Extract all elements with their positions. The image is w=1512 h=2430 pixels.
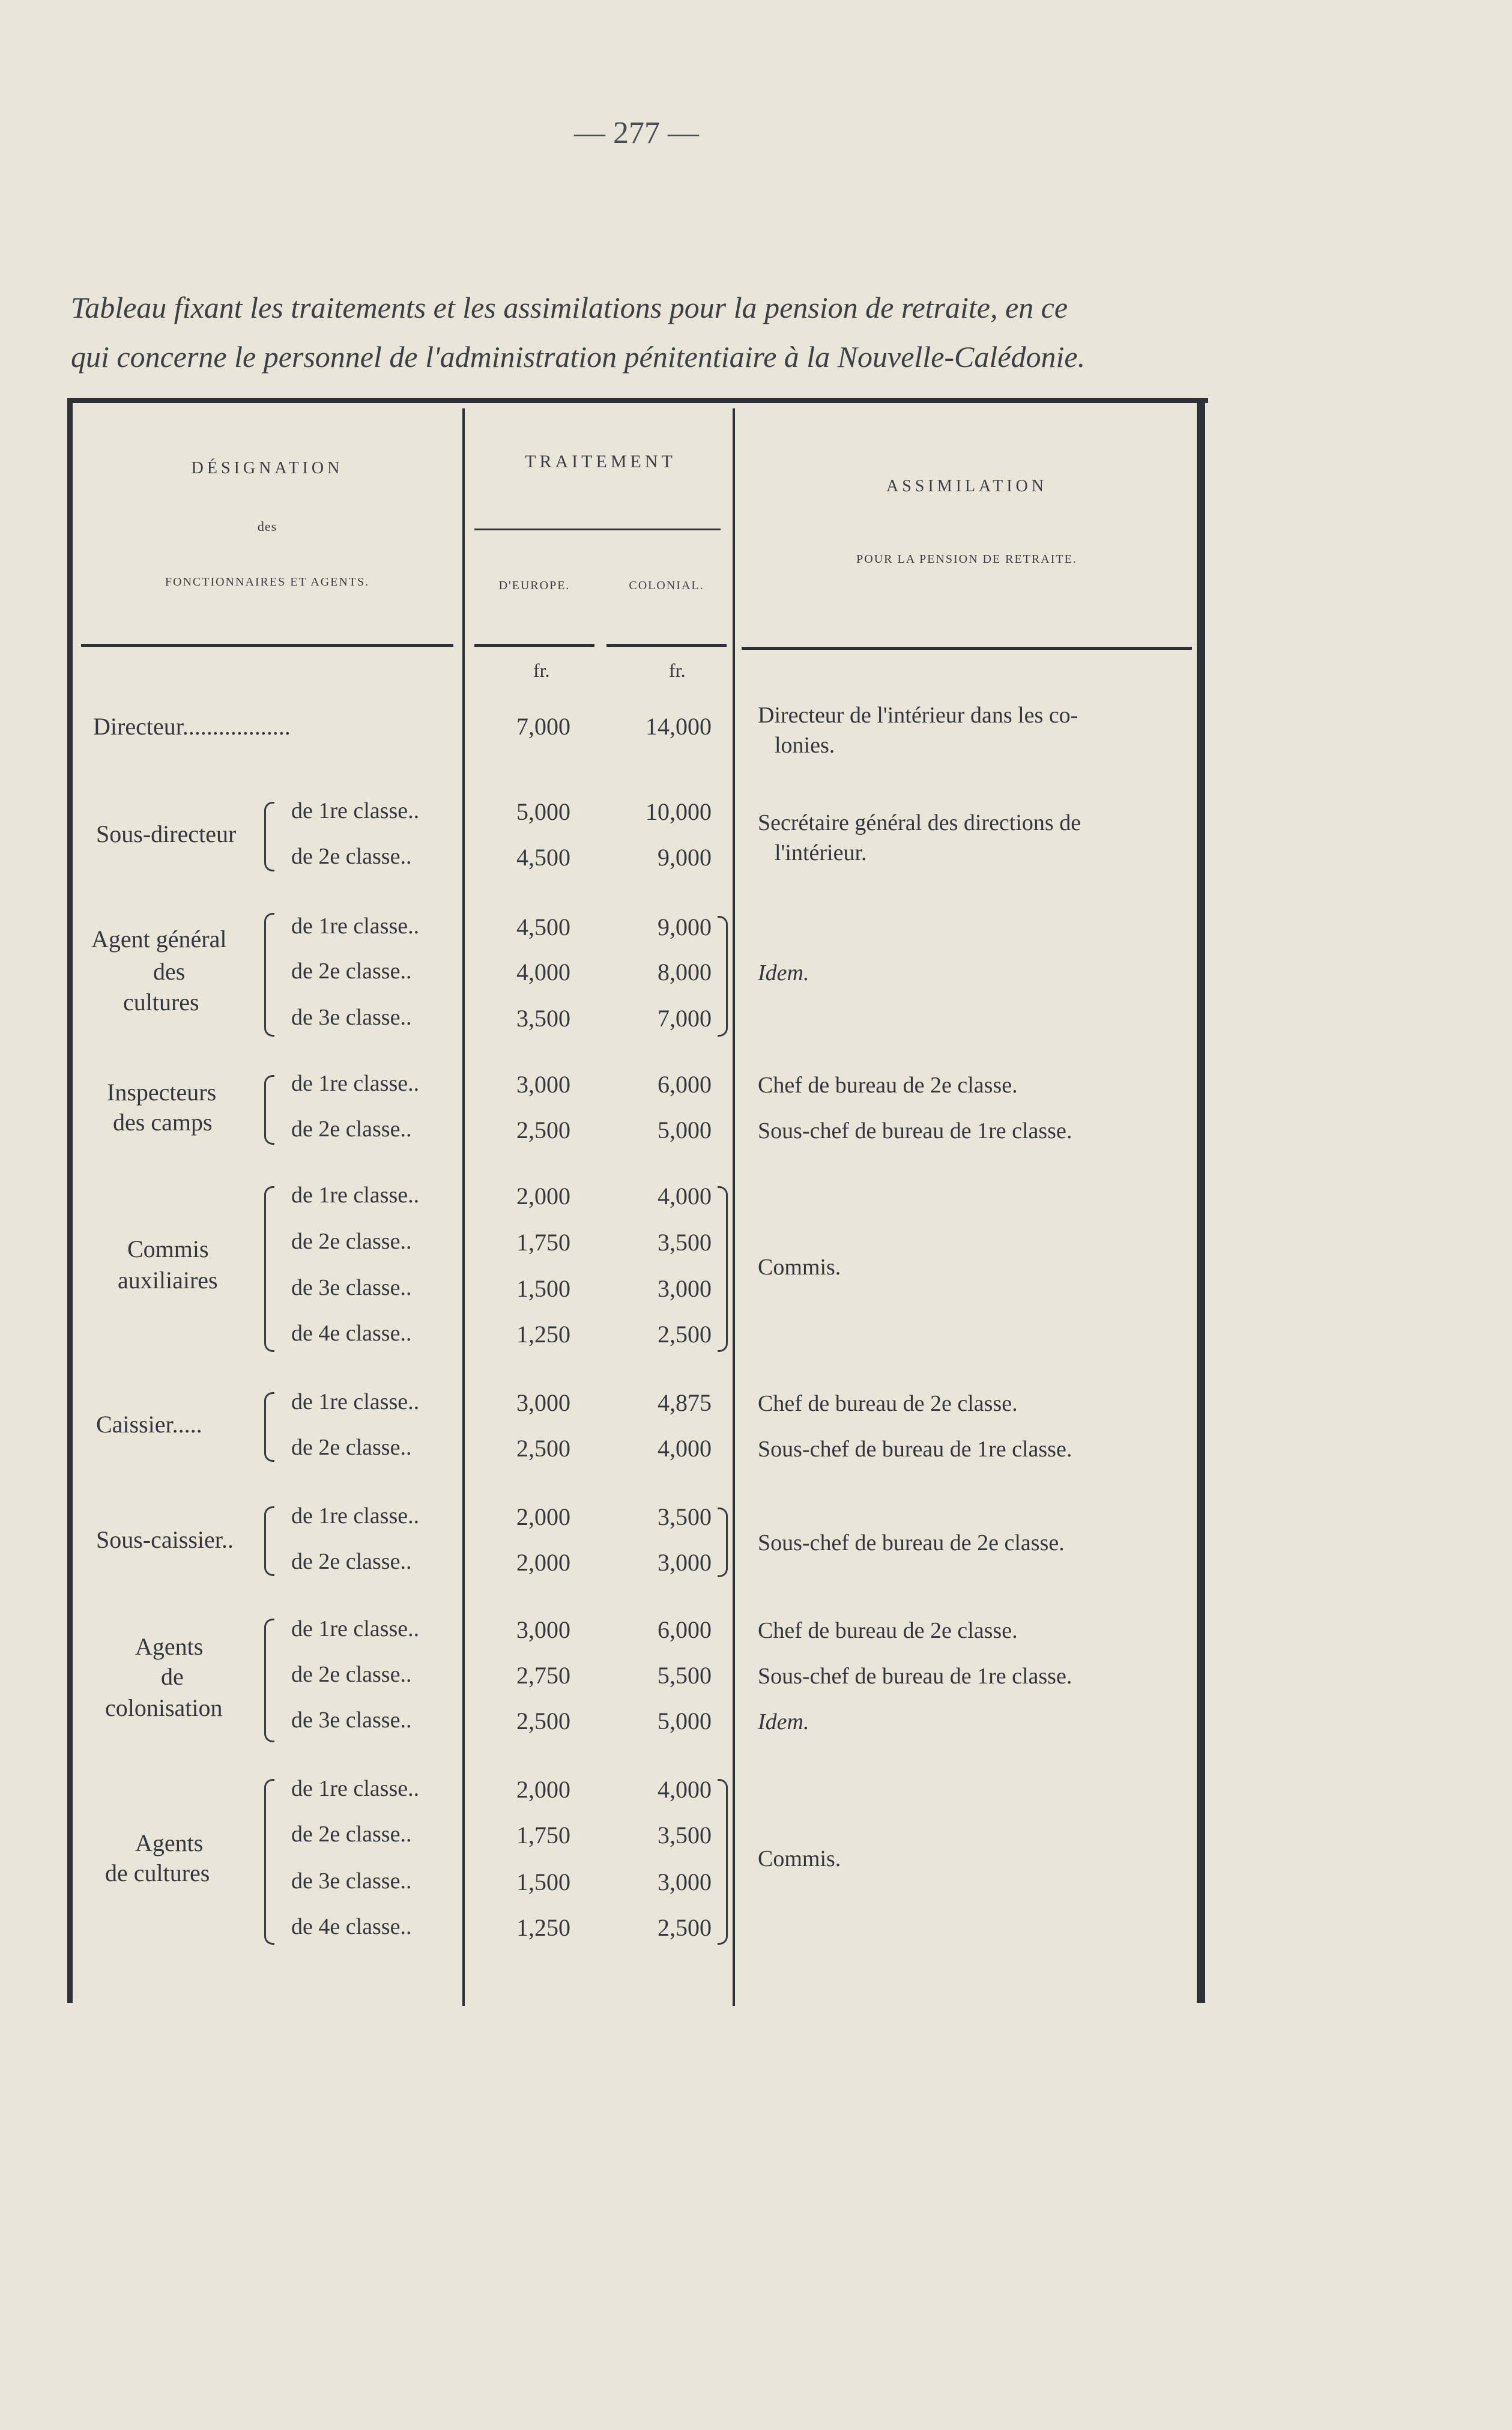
right-border	[1197, 398, 1205, 2003]
europe-value: 1,750	[516, 1229, 570, 1256]
colonial-value: 3,000	[658, 1868, 712, 1895]
assimilation-text: Sous-chef de bureau de 1re classe.	[758, 1118, 1072, 1144]
header-rule-2	[474, 644, 594, 647]
row-designation: Commis	[127, 1235, 209, 1262]
europe-value: 2,000	[516, 1503, 570, 1530]
row-brace	[718, 1186, 728, 1352]
top-rule	[67, 398, 1208, 403]
row-brace	[718, 1779, 728, 1945]
row-brace	[264, 1186, 274, 1352]
colonial-value: 6,000	[658, 1071, 712, 1098]
header-designation-des: des	[257, 519, 277, 534]
header-rule-3	[606, 644, 727, 647]
colonial-value: 3,000	[658, 1275, 712, 1302]
europe-value: 2,500	[516, 1435, 570, 1462]
europe-value: 5,000	[516, 798, 570, 825]
colonial-value: 4,875	[658, 1389, 712, 1416]
assimilation-text: Directeur de l'intérieur dans les co-	[758, 703, 1078, 728]
assimilation-text: Chef de bureau de 2e classe.	[758, 1391, 1018, 1416]
assimilation-text: Sous-chef de bureau de 2e classe.	[758, 1530, 1065, 1556]
europe-value: 4,500	[516, 844, 570, 871]
class-label: de 3e classe..	[291, 1275, 412, 1300]
europe-value: 3,000	[516, 1071, 570, 1098]
row-brace	[264, 1506, 274, 1576]
class-label: de 2e classe..	[291, 1435, 412, 1460]
colonial-value: 6,000	[658, 1616, 712, 1643]
row-designation: Inspecteurs	[107, 1079, 217, 1106]
header-designation: DÉSIGNATION	[191, 459, 343, 477]
class-label: de 1re classe..	[291, 1071, 420, 1096]
class-label: de 2e classe..	[291, 1662, 412, 1687]
colonial-value: 3,500	[658, 1503, 712, 1530]
class-label: de 1re classe..	[291, 1503, 420, 1529]
europe-value: 1,750	[516, 1822, 570, 1849]
class-label: de 3e classe..	[291, 1707, 412, 1733]
table-title-line-1: Tableau fixant les traitements et les assimilations pour la pension de retraite, en ce	[71, 291, 1068, 324]
class-label: de 3e classe..	[291, 1868, 412, 1894]
assimilation-text: Secrétaire général des directions de	[758, 810, 1081, 835]
row-designation: de	[161, 1663, 184, 1690]
assimilation-text: Commis.	[758, 1846, 841, 1871]
europe-value: 1,500	[516, 1275, 570, 1302]
row-designation: colonisation	[105, 1694, 223, 1721]
colonial-value: 4,000	[658, 1183, 712, 1210]
europe-value: 2,500	[516, 1707, 570, 1735]
row-designation: Agents	[135, 1633, 204, 1660]
colonial-value: 8,000	[658, 959, 712, 986]
class-label: de 2e classe..	[291, 1549, 412, 1574]
colonial-value: 3,500	[658, 1229, 712, 1256]
europe-value: 3,500	[516, 1005, 570, 1032]
assimilation-text: Idem.	[758, 1709, 809, 1735]
assimilation-text: l'intérieur.	[775, 840, 867, 865]
class-label: de 1re classe..	[291, 1776, 420, 1801]
row-brace	[718, 916, 728, 1037]
header-europe: D'EUROPE.	[498, 579, 570, 592]
class-label: de 1re classe..	[291, 1183, 420, 1208]
europe-value: 2,750	[516, 1662, 570, 1689]
colonial-value: 5,000	[658, 1117, 712, 1144]
colonial-value: 3,500	[658, 1822, 712, 1849]
class-label: de 2e classe..	[291, 959, 412, 984]
europe-value: 2,000	[516, 1549, 570, 1576]
europe-value: 2,000	[516, 1776, 570, 1803]
europe-value: 4,000	[516, 959, 570, 986]
header-traitement: TRAITEMENT	[525, 452, 676, 471]
class-label: de 2e classe..	[291, 1117, 412, 1142]
europe-value: 1,250	[516, 1914, 570, 1941]
col-sep-2	[733, 408, 735, 2006]
row-brace	[264, 1779, 274, 1945]
row-designation: cultures	[123, 989, 199, 1016]
europe-value: 2,500	[516, 1117, 570, 1144]
col-sep-1	[462, 408, 465, 2006]
assimilation-text: Sous-chef de bureau de 1re classe.	[758, 1437, 1072, 1462]
header-rule-4	[742, 647, 1192, 650]
europe-value: 4,500	[516, 914, 570, 941]
colonial-value: 5,000	[658, 1707, 712, 1735]
class-label: de 1re classe..	[291, 914, 420, 939]
colonial-value: 2,500	[658, 1321, 712, 1348]
class-label: de 1re classe..	[291, 798, 420, 823]
class-label: de 1re classe..	[291, 1616, 420, 1641]
left-border	[67, 398, 73, 2003]
row-designation: Sous-directeur	[96, 820, 237, 847]
colonial-value: 9,000	[658, 914, 712, 941]
row-designation: des camps	[113, 1109, 213, 1136]
europe-value: 7,000	[516, 713, 570, 740]
unit-europe: fr.	[533, 659, 550, 681]
europe-value: 1,250	[516, 1321, 570, 1348]
row-designation: de cultures	[105, 1859, 210, 1886]
assimilation-text: Idem.	[758, 960, 809, 986]
header-assimilation-sub: POUR LA PENSION DE RETRAITE.	[856, 553, 1077, 566]
colonial-value: 3,000	[658, 1549, 712, 1576]
class-label: de 4e classe..	[291, 1321, 412, 1346]
row-designation: auxiliaires	[118, 1267, 218, 1294]
row-designation: Caissier.....	[96, 1411, 202, 1438]
row-brace	[718, 1507, 728, 1577]
traitement-brace	[474, 529, 721, 530]
europe-value: 1,500	[516, 1868, 570, 1895]
colonial-value: 4,000	[658, 1435, 712, 1462]
page-number: — 277 —	[574, 116, 699, 150]
colonial-value: 5,500	[658, 1662, 712, 1689]
class-label: de 1re classe..	[291, 1389, 420, 1414]
table-title-line-2: qui concerne le personnel de l'administration pénitentiaire à la Nouvelle-Calédonie.	[71, 340, 1086, 374]
assimilation-text: Sous-chef de bureau de 1re classe.	[758, 1664, 1072, 1689]
colonial-value: 10,000	[646, 798, 712, 825]
class-label: de 4e classe..	[291, 1914, 412, 1939]
colonial-value: 14,000	[646, 713, 712, 740]
assimilation-text: Commis.	[758, 1255, 841, 1280]
class-label: de 2e classe..	[291, 1229, 412, 1254]
row-brace	[264, 1392, 274, 1462]
europe-value: 3,000	[516, 1389, 570, 1416]
header-rule-1	[81, 644, 453, 647]
unit-colonial: fr.	[669, 659, 686, 681]
row-brace	[264, 1619, 274, 1742]
row-brace	[264, 802, 274, 871]
row-designation: Directeur..................	[93, 713, 291, 740]
row-designation: Agents	[135, 1829, 204, 1856]
colonial-value: 4,000	[658, 1776, 712, 1803]
header-designation-sub: FONCTIONNAIRES ET AGENTS.	[165, 575, 370, 589]
assimilation-text: Chef de bureau de 2e classe.	[758, 1618, 1018, 1643]
row-brace	[264, 913, 274, 1037]
assimilation-text: lonies.	[775, 733, 835, 758]
row-designation: Agent général	[91, 926, 227, 953]
class-label: de 2e classe..	[291, 844, 412, 869]
row-designation: des	[153, 958, 186, 985]
colonial-value: 7,000	[658, 1005, 712, 1032]
header-assimilation: ASSIMILATION	[886, 477, 1047, 495]
europe-value: 2,000	[516, 1183, 570, 1210]
header-colonial: COLONIAL.	[629, 579, 704, 592]
row-designation: Sous-caissier..	[96, 1526, 234, 1553]
row-brace	[264, 1075, 274, 1145]
colonial-value: 9,000	[658, 844, 712, 871]
class-label: de 2e classe..	[291, 1822, 412, 1847]
colonial-value: 2,500	[658, 1914, 712, 1941]
class-label: de 3e classe..	[291, 1005, 412, 1030]
assimilation-text: Chef de bureau de 2e classe.	[758, 1073, 1018, 1098]
europe-value: 3,000	[516, 1616, 570, 1643]
